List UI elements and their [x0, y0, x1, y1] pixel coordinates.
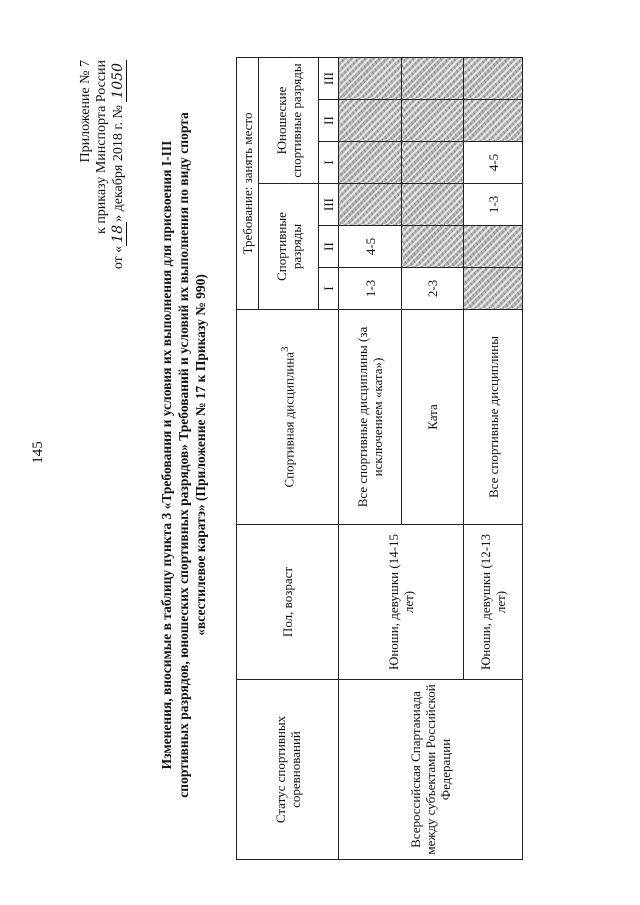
table-row	[339, 58, 402, 860]
empty-cell	[464, 100, 523, 142]
heading-line-3: «всестилевое каратэ» (Приложение № 17 к Приказу № 990)	[193, 274, 208, 636]
place-cell: 2-3	[402, 268, 464, 310]
place-cell: 4-5	[339, 226, 402, 268]
youth-rank-II: II	[319, 100, 339, 142]
heading-line-1: Изменения, вносимые в таблицу пункта 3 «Требования и условия их выполнения для присвоения I-III	[159, 140, 174, 770]
place-cell: 4-5	[464, 142, 523, 184]
empty-cell	[339, 142, 402, 184]
discipline-cell: Все спортивные дисциплины	[464, 310, 523, 525]
header-youth-ranks: Юношеские спортивные разряды	[259, 58, 319, 184]
document-heading	[158, 35, 209, 875]
empty-cell	[402, 100, 464, 142]
place-cell: 1-3	[339, 268, 402, 310]
header-discipline-label: Спортивная дисциплина	[281, 351, 297, 488]
footnote-marker: 3	[279, 346, 292, 352]
handwritten-order-number: 1050	[110, 60, 127, 102]
header-discipline	[237, 310, 339, 525]
header-requirement: Требование: занять место	[237, 58, 259, 310]
rank-III: III	[319, 184, 339, 226]
empty-cell	[339, 184, 402, 226]
handwritten-day: 18	[110, 222, 127, 246]
status-cell: Всероссийская Спартакиада между субъектами Российской Федерации	[339, 680, 523, 860]
annex-order-reference: к приказу Минспорта России	[94, 60, 109, 234]
annex-title: Приложение № 7	[78, 60, 93, 163]
header-gender-age: Пол, возраст	[237, 525, 339, 680]
annex-date-line	[110, 60, 127, 269]
annex-header	[78, 60, 127, 269]
empty-cell	[464, 226, 523, 268]
date-middle: » декабря 2018 г. №	[111, 105, 126, 222]
gender-age-cell: Юноши, девушки (12-13 лет)	[464, 525, 523, 680]
empty-cell	[402, 142, 464, 184]
header-sport-ranks: Спортивные разряды	[259, 184, 319, 310]
empty-cell	[402, 184, 464, 226]
header-status: Статус спортивных соревнований	[237, 680, 339, 860]
rank-I: I	[319, 268, 339, 310]
empty-cell	[339, 100, 402, 142]
gender-age-cell: Юноши, девушки (14-15 лет)	[339, 525, 464, 680]
requirements-table	[236, 57, 523, 860]
place-cell: 1-3	[464, 184, 523, 226]
discipline-cell: Все спортивные дисциплины (за исключением «ката»)	[339, 310, 402, 525]
empty-cell	[402, 226, 464, 268]
youth-rank-I: I	[319, 142, 339, 184]
empty-cell	[402, 58, 464, 100]
empty-cell	[464, 58, 523, 100]
heading-line-2: спортивных разрядов, юношеских спортивных разрядов» Требований и условий их выполнения по виду спорта	[176, 112, 191, 798]
empty-cell	[464, 268, 523, 310]
rank-II: II	[319, 226, 339, 268]
discipline-cell: Ката	[402, 310, 464, 525]
empty-cell	[339, 58, 402, 100]
date-prefix: от «	[111, 245, 126, 270]
page-number: 145	[30, 441, 46, 464]
youth-rank-III: III	[319, 58, 339, 100]
